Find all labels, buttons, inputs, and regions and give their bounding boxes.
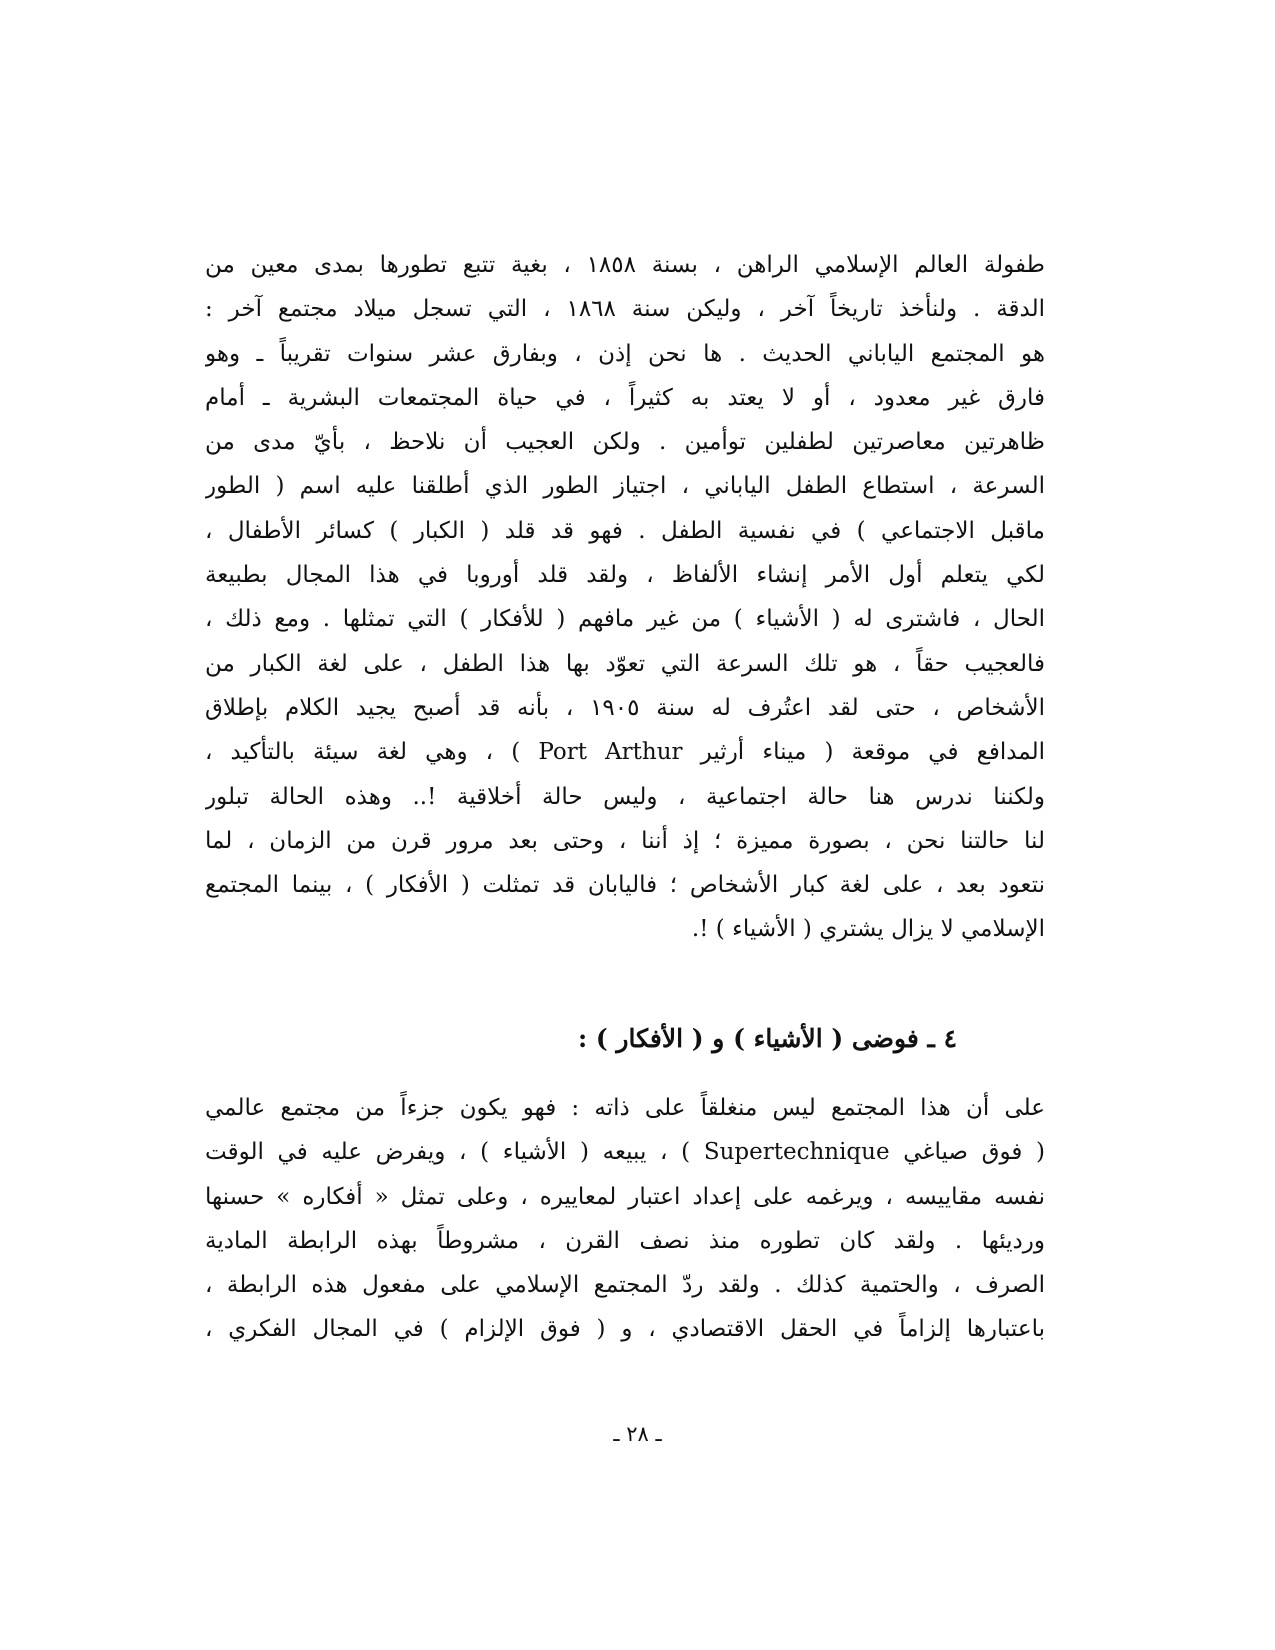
text-line: فالعجيب حقاً ، هو تلك السرعة التي تعوّد بها هذا الطفل ، على لغة الكبار من <box>205 650 1045 677</box>
text-line: هو المجتمع الياباني الحديث . ها نحن إذن ، وبفارق عشر سنوات تقريباً ـ وهو <box>205 340 1045 367</box>
text-line: ولكننا ندرس هنا حالة اجتماعية ، وليس حالة أخلاقية !.. وهذه الحالة تبلور <box>205 783 1045 810</box>
text-line: نتعود بعد ، على لغة كبار الأشخاص ؛ فاليابان قد تمثلت ( الأفكار ) ، بينما المجتمع <box>205 872 1045 899</box>
text-line: ماقبل الاجتماعي ) في نفسية الطفل . فهو قد قلد ( الكبار ) كسائر الأطفال ، <box>205 517 1045 544</box>
body-paragraph-2 <box>205 1086 1045 1352</box>
text-line: فارق غير معدود ، أو لا يعتد به كثيراً ، في حياة المجتمعات البشرية ـ أمام <box>205 384 1045 411</box>
text-line: باعتبارها إلزاماً في الحقل الاقتصادي ، و ( فوق الإلزام ) في المجال الفكري ، <box>205 1316 1045 1343</box>
text-line: نفسه مقاييسه ، ويرغمه على إعداد اعتبار لمعاييره ، وعلى تمثل « أفكاره » حسنها <box>205 1183 1045 1210</box>
text-line: المدافع في موقعة ( ميناء أرثير Port Arthur ) ، وهي لغة سيئة بالتأكيد ، <box>205 739 1045 766</box>
text-line: على أن هذا المجتمع ليس منغلقاً على ذاته : فهو يكون جزءاً من مجتمع عالمي <box>205 1095 1045 1121</box>
text-line: الأشخاص ، حتى لقد اعتُرف له سنة ١٩٠٥ ، بأنه قد أصبح يجيد الكلام بإطلاق <box>205 694 1045 721</box>
section-heading: ٤ ـ فوضى ( الأشياء ) و ( الأفكار ) : <box>577 1024 957 1053</box>
text-line: الدقة . ولنأخذ تاريخاً آخر ، وليكن سنة ١٨٦٨ ، التي تسجل ميلاد مجتمع آخر : <box>205 296 1045 323</box>
text-line: طفولة العالم الإسلامي الراهن ، بسنة ١٨٥٨ ، بغية تتبع تطورها بمدى معين من <box>205 252 1045 278</box>
text-line: الصرف ، والحتمية كذلك . ولقد ردّ المجتمع الإسلامي على مفعول هذه الرابطة ، <box>205 1272 1045 1299</box>
body-paragraph-1 <box>205 243 1045 952</box>
text-line: ورديئها . ولقد كان تطوره منذ نصف القرن ، مشروطاً بهذه الرابطة المادية <box>205 1227 1045 1254</box>
text-line: السرعة ، استطاع الطفل الياباني ، اجتياز الطور الذي أطلقنا عليه اسم ( الطور <box>205 473 1045 500</box>
text-line: ظاهرتين معاصرتين لطفلين توأمين . ولكن العجيب أن نلاحظ ، بأيّ مدى من <box>205 429 1045 456</box>
text-line: لنا حالتنا نحن ، بصورة مميزة ؛ إذ أننا ، وحتى بعد مرور قرن من الزمان ، لما <box>205 827 1045 854</box>
text-line: لكي يتعلم أول الأمر إنشاء الألفاظ ، ولقد قلد أوروبا في هذا المجال بطبيعة <box>205 562 1045 589</box>
text-line: الإسلامي لا يزال يشتري ( الأشياء ) !. <box>691 916 1045 943</box>
text-line: ( فوق صياغي Supertechnique ) ، يبيعه ( الأشياء ) ، ويفرض عليه في الوقت <box>205 1139 1045 1166</box>
page-number: ـ ٢٨ ـ <box>613 1422 662 1446</box>
text-line: الحال ، فاشترى له ( الأشياء ) من غير مافهم ( للأفكار ) التي تمثلها . ومع ذلك ، <box>205 606 1045 633</box>
